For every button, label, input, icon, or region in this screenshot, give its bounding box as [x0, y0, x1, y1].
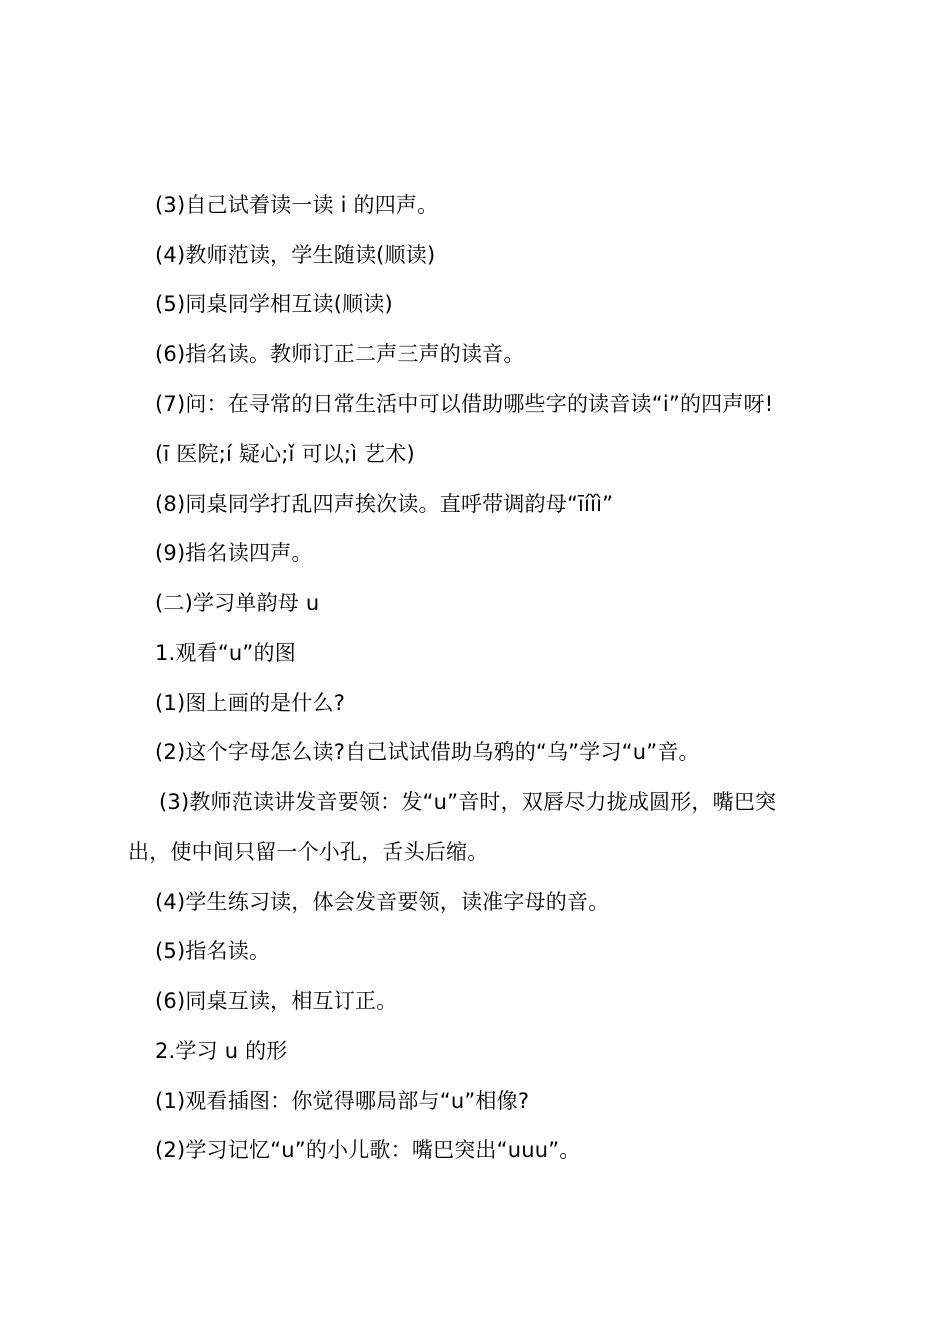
text-line-11: (1)图上画的是什么? — [155, 691, 346, 715]
text-line-4: (6)指名读。教师订正二声三声的读音。 — [155, 342, 525, 366]
text-line-19: (1)观看插图：你觉得哪局部与“u”相像? — [155, 1089, 530, 1113]
text-line-5: (7)问：在寻常的日常生活中可以借助哪些字的读音读“i”的四声呀! — [155, 392, 774, 416]
text-line-17: (6)同桌互读，相互订正。 — [155, 989, 398, 1013]
text-line-10: 1.观看“u”的图 — [155, 641, 296, 665]
text-line-7: (8)同桌同学打乱四声挨次读。直呼带调韵母“īíǐì” — [155, 492, 614, 516]
text-line-6: (ī 医院;í 疑心;ǐ 可以;ì 艺术) — [155, 442, 415, 466]
text-line-3: (5)同桌同学相互读(顺读) — [155, 292, 393, 316]
text-line-2: (4)教师范读，学生随读(顺读) — [155, 243, 436, 267]
text-line-18: 2.学习 u 的形 — [155, 1039, 288, 1063]
text-line-20: (2)学习记忆“u”的小儿歌：嘴巴突出“uuu”。 — [155, 1138, 581, 1162]
text-line-8: (9)指名读四声。 — [155, 541, 313, 565]
text-line-1: (3)自己试着读一读 i 的四声。 — [155, 193, 439, 217]
text-line-12: (2)这个字母怎么读?自己试试借助乌鸦的“乌”学习“u”音。 — [155, 740, 700, 764]
text-line-16: (5)指名读。 — [155, 939, 271, 963]
section-heading: (二)学习单韵母 u — [155, 591, 320, 615]
text-line-14: 出，使中间只留一个小孔，舌头后缩。 — [128, 840, 489, 864]
text-line-15: (4)学生练习读，体会发音要领，读准字母的音。 — [155, 890, 610, 914]
text-line-13: (3)教师范读讲发音要领：发“u”音时，双唇尽力拢成圆形，嘴巴突 — [159, 790, 777, 814]
